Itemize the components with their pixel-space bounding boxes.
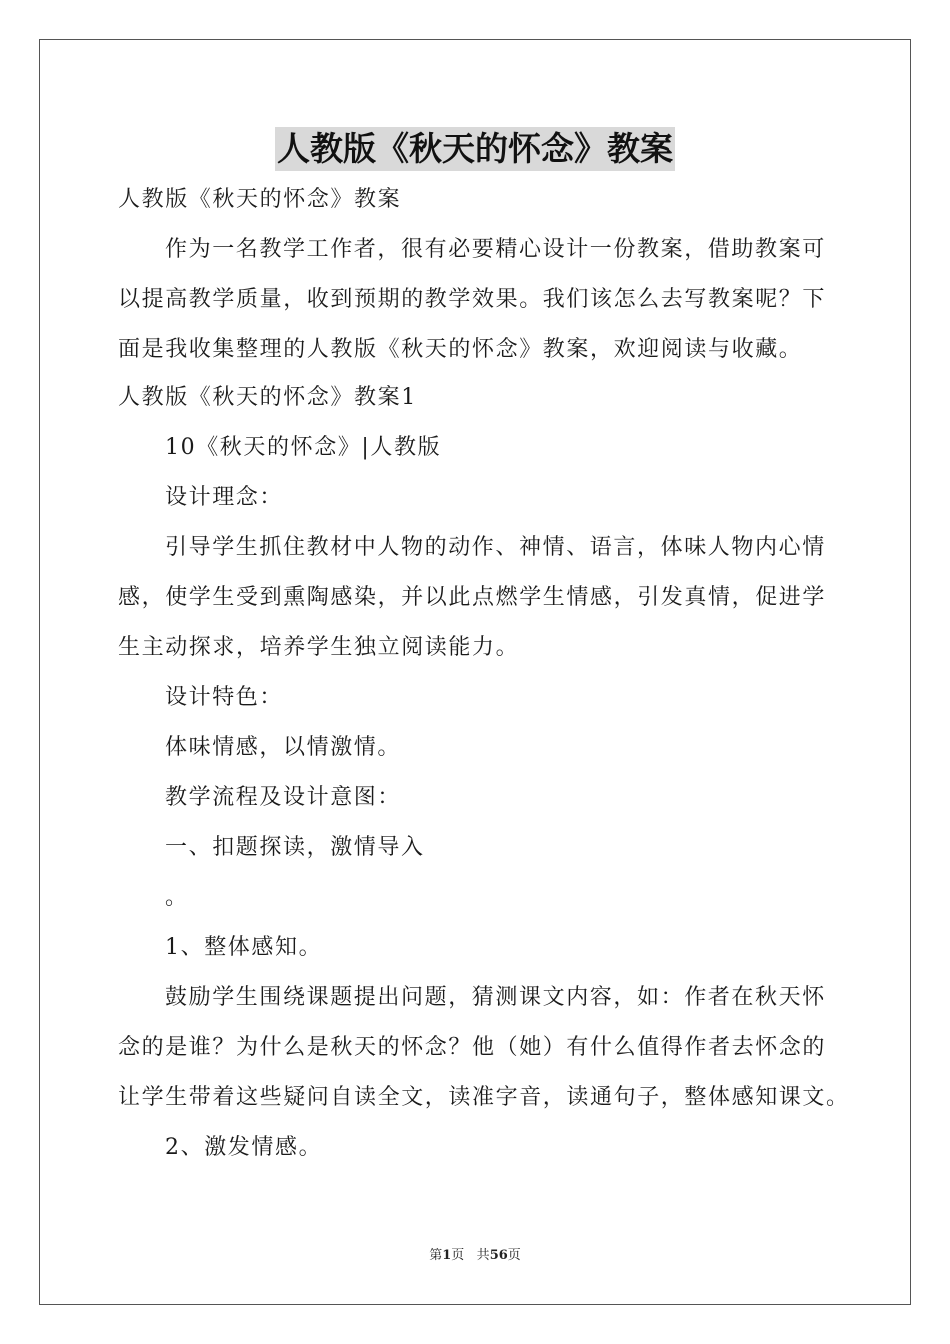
- text-line: 人教版《秋天的怀念》教案: [118, 187, 402, 212]
- text-line: 念的是谁？为什么是秋天的怀念？他（她）有什么值得作者去怀念的: [118, 1035, 827, 1060]
- text-line: 作为一名教学工作者，很有必要精心设计一份教案，借助教案可: [165, 237, 826, 262]
- text-line: 体味情感，以情激情。: [165, 735, 402, 760]
- text-line: 人教版《秋天的怀念》教案1: [118, 385, 417, 410]
- text-line: 以提高教学质量，收到预期的教学效果。我们该怎么去写教案呢？下: [118, 287, 827, 312]
- text-line: 设计理念：: [165, 485, 284, 510]
- text-line: 感，使学生受到熏陶感染，并以此点燃学生情感，引发真情，促进学: [118, 585, 827, 610]
- footer-total-prefix: 共: [476, 1248, 490, 1263]
- total-page-count: 56: [489, 1248, 508, 1263]
- text-line: 1、整体感知。: [165, 935, 323, 960]
- footer-prefix: 第: [429, 1248, 443, 1263]
- text-line: 设计特色：: [165, 685, 284, 710]
- text-line: 让学生带着这些疑问自读全文，读准字音，读通句子，整体感知课文。: [118, 1085, 850, 1110]
- text-line: 鼓励学生围绕课题提出问题，猜测课文内容，如：作者在秋天怀: [165, 985, 826, 1010]
- text-line: 。: [165, 885, 189, 910]
- current-page-number: 1: [442, 1248, 452, 1263]
- text-line: 一、扣题探读，激情导入: [165, 835, 425, 860]
- title-container: [0, 127, 950, 171]
- text-line: 2、激发情感。: [165, 1135, 323, 1160]
- text-line: 生主动探求，培养学生独立阅读能力。: [118, 635, 520, 660]
- text-line: 面是我收集整理的人教版《秋天的怀念》教案，欢迎阅读与收藏。: [118, 337, 803, 362]
- page-footer: [0, 1247, 950, 1265]
- document-title: 人教版《秋天的怀念》教案: [275, 127, 675, 171]
- footer-total-suffix: 页: [507, 1248, 521, 1263]
- footer-page-suffix: 页: [451, 1248, 465, 1263]
- page-border: [39, 39, 911, 1305]
- text-line: 引导学生抓住教材中人物的动作、神情、语言，体味人物内心情: [165, 535, 826, 560]
- text-line: 10《秋天的怀念》|人教版: [165, 435, 442, 460]
- text-line: 教学流程及设计意图：: [165, 785, 402, 810]
